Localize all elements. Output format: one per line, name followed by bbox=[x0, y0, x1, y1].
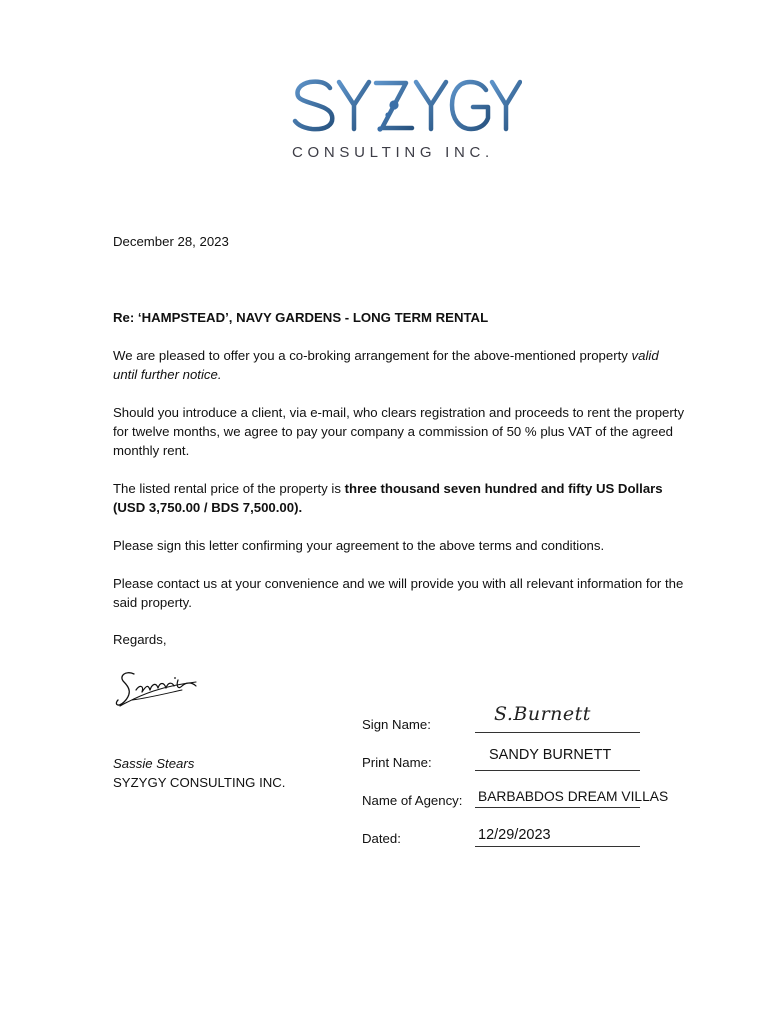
paragraph-contact: Please contact us at your convenience and we will provide you with all relevant information for the said property. bbox=[113, 576, 684, 610]
paragraph-commission: Should you introduce a client, via e-mail, who clears registration and proceeds to rent the property for twelve months, we agree to pay your company a commission of 50 % plus VAT of the agreed monthly rent. bbox=[113, 405, 685, 458]
logo-subtitle: CONSULTING INC. bbox=[292, 144, 494, 161]
sign-name-label: Sign Name: bbox=[362, 717, 431, 732]
agency-label: Name of Agency: bbox=[362, 793, 463, 808]
sender-signature bbox=[112, 664, 204, 714]
letter-date: December 28, 2023 bbox=[113, 234, 229, 249]
signer-name: Sassie Stears bbox=[113, 756, 195, 771]
sign-name-value[interactable]: S.Burnett bbox=[494, 703, 591, 725]
company-logo bbox=[290, 78, 522, 164]
letter-closing: Regards, bbox=[113, 632, 167, 647]
paragraph-offer bbox=[113, 346, 673, 384]
print-name-line bbox=[475, 770, 640, 771]
print-name-value[interactable]: SANDY BURNETT bbox=[489, 747, 612, 763]
letter-subject: Re: ‘HAMPSTEAD’, NAVY GARDENS - LONG TERM RENTAL bbox=[113, 310, 489, 325]
print-name-label: Print Name: bbox=[362, 755, 432, 770]
dated-label: Dated: bbox=[362, 831, 401, 846]
paragraph-sign-request: Please sign this letter confirming your agreement to the above terms and conditions. bbox=[113, 538, 605, 553]
paragraph-price-amount: three thousand seven hundred and fifty US Dollars (USD 3,750.00 / BDS 7,500.00). bbox=[113, 481, 663, 515]
agency-line bbox=[475, 807, 640, 808]
paragraph-offer-text: We are pleased to offer you a co-broking arrangement for the above-mentioned property bbox=[113, 348, 632, 363]
paragraph-price bbox=[113, 479, 693, 517]
dated-value[interactable]: 12/29/2023 bbox=[478, 827, 551, 843]
agency-value[interactable]: BARBABDOS DREAM VILLAS bbox=[478, 789, 669, 804]
paragraph-offer-validity: valid until further notice. bbox=[113, 348, 659, 382]
sign-name-line bbox=[475, 732, 640, 733]
paragraph-price-text: The listed rental price of the property is bbox=[113, 481, 345, 496]
dated-line bbox=[475, 846, 640, 847]
signer-company: SYZYGY CONSULTING INC. bbox=[113, 775, 286, 790]
logo-wordmark bbox=[290, 78, 522, 138]
